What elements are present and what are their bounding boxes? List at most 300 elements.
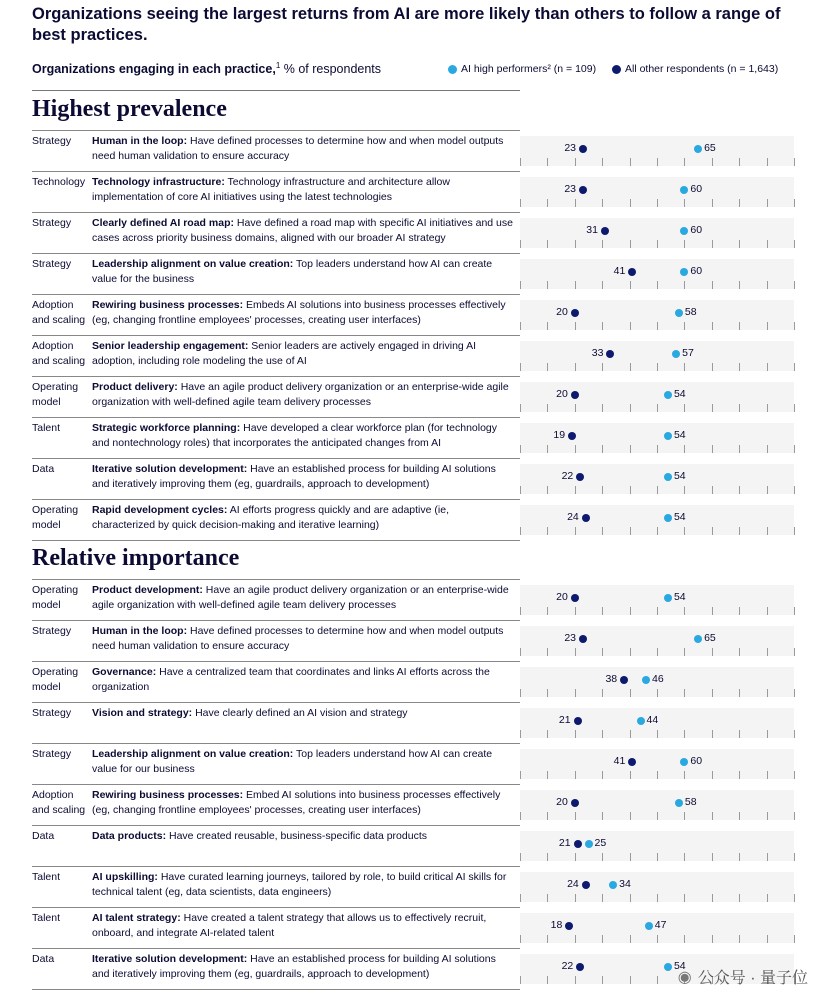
row-description xyxy=(92,421,514,450)
dot-other xyxy=(628,268,636,276)
dot-other xyxy=(582,514,590,522)
axis-tick xyxy=(630,240,631,248)
axis-tick xyxy=(520,445,521,453)
row-track xyxy=(520,626,794,656)
axis-tick xyxy=(602,486,603,494)
axis-tick xyxy=(575,527,576,535)
axis-tick xyxy=(684,199,685,207)
axis-tick xyxy=(575,730,576,738)
label-other: 23 xyxy=(564,142,577,154)
axis-tick xyxy=(739,363,740,371)
row-description xyxy=(92,665,514,694)
dot-high xyxy=(609,881,617,889)
row-track xyxy=(520,505,794,535)
axis-tick xyxy=(794,404,795,412)
axis-tick xyxy=(684,607,685,615)
label-other: 21 xyxy=(558,837,571,849)
axis-tick xyxy=(630,771,631,779)
axis-tick xyxy=(547,445,548,453)
axis-tick xyxy=(657,976,658,984)
dot-other xyxy=(571,799,579,807)
row-category: Adoption and scaling xyxy=(32,299,86,326)
axis-tick xyxy=(794,199,795,207)
row-category: Data xyxy=(32,953,55,965)
axis-tick xyxy=(712,158,713,166)
axis-tick xyxy=(547,363,548,371)
axis-tick xyxy=(739,322,740,330)
axis-tick xyxy=(767,404,768,412)
row-practice-text: Have defined processes to determine how and when model outputs need human validation to ensure accuracy xyxy=(92,625,504,652)
axis-tick xyxy=(767,240,768,248)
row-description xyxy=(92,706,514,721)
axis-tick xyxy=(794,771,795,779)
row-category: Strategy xyxy=(32,707,72,719)
row-track xyxy=(520,464,794,494)
axis-tick xyxy=(575,935,576,943)
axis-tick xyxy=(657,404,658,412)
row-track xyxy=(520,831,794,861)
axis-tick xyxy=(657,730,658,738)
axis-tick xyxy=(767,935,768,943)
dot-high xyxy=(637,717,645,725)
axis-tick xyxy=(630,199,631,207)
axis-tick xyxy=(767,894,768,902)
axis-tick xyxy=(657,363,658,371)
axis-tick xyxy=(520,648,521,656)
axis-tick xyxy=(767,527,768,535)
subtitle-bold: Organizations engaging in each practice, xyxy=(32,62,276,77)
label-other: 22 xyxy=(561,960,574,972)
axis-tick xyxy=(739,281,740,289)
axis-tick xyxy=(712,527,713,535)
dot-other xyxy=(576,963,584,971)
row-practice-text: Have a centralized team that coordinates and links AI efforts across the organization xyxy=(92,666,490,693)
axis-tick xyxy=(602,730,603,738)
label-high: 58 xyxy=(684,306,697,318)
row-track xyxy=(520,218,794,248)
subtitle xyxy=(32,61,381,76)
axis-tick xyxy=(520,199,521,207)
axis-tick xyxy=(520,853,521,861)
axis-tick xyxy=(712,935,713,943)
dot-high xyxy=(675,309,683,317)
axis-tick xyxy=(684,730,685,738)
row-practice-title: Clearly defined AI road map: xyxy=(92,217,234,229)
axis-tick xyxy=(794,363,795,371)
axis-tick xyxy=(520,894,521,902)
top-rule xyxy=(32,90,520,91)
dot-other xyxy=(576,473,584,481)
axis-tick xyxy=(575,281,576,289)
axis-tick xyxy=(739,894,740,902)
label-other: 20 xyxy=(556,591,568,603)
dot-other xyxy=(606,350,614,358)
axis-tick xyxy=(739,607,740,615)
axis-tick xyxy=(630,281,631,289)
axis-tick xyxy=(712,689,713,697)
axis-tick xyxy=(602,363,603,371)
row-track xyxy=(520,259,794,289)
row-divider xyxy=(32,294,520,295)
legend-other-swatch xyxy=(612,65,621,74)
dot-high xyxy=(680,227,688,235)
label-other: 41 xyxy=(613,265,626,277)
label-high: 54 xyxy=(673,511,686,523)
axis-tick xyxy=(794,730,795,738)
row-divider xyxy=(32,579,520,580)
axis-tick xyxy=(657,935,658,943)
axis-tick xyxy=(602,158,603,166)
row-track xyxy=(520,136,794,166)
dot-high xyxy=(672,350,680,358)
axis-tick xyxy=(575,607,576,615)
row-category: Operating model xyxy=(32,381,79,408)
row-description xyxy=(92,257,514,286)
label-other: 19 xyxy=(553,429,566,441)
row-track xyxy=(520,872,794,902)
row-description xyxy=(92,870,514,899)
axis-tick xyxy=(794,689,795,697)
label-high: 54 xyxy=(673,960,686,972)
axis-tick xyxy=(602,607,603,615)
row-practice-text: Embed AI solutions into business processes effectively (eg, changing frontline employees' processes, creating user interfaces) xyxy=(92,789,501,816)
label-high: 54 xyxy=(673,591,686,603)
axis-tick xyxy=(520,730,521,738)
axis-tick xyxy=(794,486,795,494)
axis-tick xyxy=(630,853,631,861)
row-practice-title: Product development: xyxy=(92,584,203,596)
legend-other-label: All other respondents (n = 1,643) xyxy=(625,63,779,75)
label-high: 46 xyxy=(652,673,664,685)
row-description xyxy=(92,788,514,817)
axis-tick xyxy=(520,689,521,697)
row-divider xyxy=(32,130,520,131)
axis-tick xyxy=(739,404,740,412)
row-divider xyxy=(32,620,520,621)
axis-tick xyxy=(520,976,521,984)
subtitle-footnote: 1 xyxy=(275,61,281,70)
row-track xyxy=(520,913,794,943)
axis-tick xyxy=(575,240,576,248)
row-practice-text: Have defined processes to determine how and when model outputs need human validation to ensure accuracy xyxy=(92,135,504,162)
row-practice-title: Iterative solution development: xyxy=(92,953,248,965)
axis-tick xyxy=(520,607,521,615)
axis-tick xyxy=(602,976,603,984)
axis-tick xyxy=(630,812,631,820)
axis-tick xyxy=(575,158,576,166)
row-divider xyxy=(32,948,520,949)
axis-tick xyxy=(575,771,576,779)
axis-tick xyxy=(547,322,548,330)
row-description xyxy=(92,216,514,245)
row-practice-title: Rewiring business processes: xyxy=(92,299,244,311)
axis-tick xyxy=(630,648,631,656)
label-other: 20 xyxy=(556,388,568,400)
label-high: 54 xyxy=(673,429,686,441)
axis-tick xyxy=(794,607,795,615)
axis-tick xyxy=(602,689,603,697)
dot-other xyxy=(628,758,636,766)
row-practice-title: Senior leadership engagement: xyxy=(92,340,249,352)
axis-tick xyxy=(547,527,548,535)
row-practice-text: Have an established process for building AI solutions and iteratively improving them (eg, guardrails, approach to development) xyxy=(92,463,496,490)
axis-tick xyxy=(547,812,548,820)
axis-tick xyxy=(520,812,521,820)
row-practice-text: Have created reusable, business-specific data products xyxy=(166,830,427,842)
axis-tick xyxy=(712,648,713,656)
label-high: 57 xyxy=(682,347,694,359)
label-high: 60 xyxy=(690,183,703,195)
axis-tick xyxy=(657,812,658,820)
axis-tick xyxy=(712,486,713,494)
axis-tick xyxy=(767,648,768,656)
axis-tick xyxy=(684,935,685,943)
label-high: 34 xyxy=(619,878,631,890)
axis-tick xyxy=(739,445,740,453)
axis-tick xyxy=(575,853,576,861)
axis-tick xyxy=(602,853,603,861)
dot-other xyxy=(582,881,590,889)
row-divider xyxy=(32,212,520,213)
row-practice-text: Technology infrastructure and architecture allow implementation of core AI initiatives using the latest technologies xyxy=(92,176,450,203)
row-category: Operating model xyxy=(32,666,79,693)
label-high: 44 xyxy=(646,714,659,726)
axis-tick xyxy=(684,486,685,494)
dot-high xyxy=(664,432,672,440)
axis-tick xyxy=(794,240,795,248)
axis-tick xyxy=(602,648,603,656)
dot-high xyxy=(680,268,688,276)
row-category: Strategy xyxy=(32,217,72,229)
axis-tick xyxy=(602,240,603,248)
label-other: 23 xyxy=(564,183,577,195)
axis-tick xyxy=(520,486,521,494)
row-divider xyxy=(32,907,520,908)
axis-tick xyxy=(547,404,548,412)
axis-tick xyxy=(794,853,795,861)
axis-tick xyxy=(794,445,795,453)
axis-tick xyxy=(547,730,548,738)
row-track xyxy=(520,585,794,615)
label-high: 60 xyxy=(690,755,703,767)
axis-tick xyxy=(630,976,631,984)
axis-tick xyxy=(739,240,740,248)
axis-tick xyxy=(684,158,685,166)
axis-tick xyxy=(520,363,521,371)
label-other: 41 xyxy=(613,755,626,767)
row-practice-text: Have curated learning journeys, tailored by role, to build critical AI skills for technical talent (eg, data scientists, data engineers) xyxy=(92,871,507,898)
axis-tick xyxy=(602,281,603,289)
axis-tick xyxy=(767,853,768,861)
row-category: Adoption and scaling xyxy=(32,789,86,816)
axis-tick xyxy=(602,445,603,453)
legend-high-swatch xyxy=(448,65,457,74)
axis-tick xyxy=(712,445,713,453)
dot-high xyxy=(664,514,672,522)
dot-other xyxy=(571,309,579,317)
axis-tick xyxy=(602,935,603,943)
axis-tick xyxy=(575,445,576,453)
label-high: 65 xyxy=(704,142,716,154)
axis-tick xyxy=(547,648,548,656)
axis-tick xyxy=(630,445,631,453)
axis-tick xyxy=(767,281,768,289)
label-high: 54 xyxy=(673,388,686,400)
axis-tick xyxy=(602,527,603,535)
row-practice-title: Rapid development cycles: xyxy=(92,504,228,516)
axis-tick xyxy=(547,976,548,984)
axis-tick xyxy=(575,976,576,984)
row-divider xyxy=(32,825,520,826)
row-divider xyxy=(32,540,520,541)
dot-other xyxy=(565,922,573,930)
row-description xyxy=(92,952,514,981)
row-divider xyxy=(32,499,520,500)
axis-tick xyxy=(739,771,740,779)
axis-tick xyxy=(575,322,576,330)
axis-tick xyxy=(547,158,548,166)
row-practice-title: Human in the loop: xyxy=(92,625,188,637)
axis-tick xyxy=(712,363,713,371)
axis-tick xyxy=(602,199,603,207)
axis-tick xyxy=(739,486,740,494)
axis-tick xyxy=(547,771,548,779)
axis-tick xyxy=(657,445,658,453)
axis-tick xyxy=(630,404,631,412)
row-category: Strategy xyxy=(32,625,72,637)
axis-tick xyxy=(794,894,795,902)
axis-tick xyxy=(684,363,685,371)
row-practice-text: Have an agile product delivery organization or an enterprise-wide agile organization with well-defined agile team delivery processes xyxy=(92,381,509,408)
axis-tick xyxy=(712,199,713,207)
row-practice-text: Top leaders understand how AI can create value for our business xyxy=(92,748,493,775)
axis-tick xyxy=(520,158,521,166)
axis-tick xyxy=(547,486,548,494)
axis-tick xyxy=(575,404,576,412)
axis-tick xyxy=(520,240,521,248)
row-practice-text: Have clearly defined an AI vision and strategy xyxy=(192,707,408,719)
row-practice-title: Iterative solution development: xyxy=(92,463,248,475)
axis-tick xyxy=(602,322,603,330)
axis-tick xyxy=(767,607,768,615)
axis-tick xyxy=(547,199,548,207)
dot-high xyxy=(664,594,672,602)
label-high: 60 xyxy=(690,265,703,277)
row-practice-text: Have defined a road map with specific AI initiatives and use cases across priority business domains, aligned with our broader AI strategy xyxy=(92,217,513,244)
axis-tick xyxy=(657,486,658,494)
axis-tick xyxy=(684,771,685,779)
axis-tick xyxy=(630,486,631,494)
dot-other xyxy=(620,676,628,684)
dot-high xyxy=(664,963,672,971)
axis-tick xyxy=(712,894,713,902)
axis-tick xyxy=(547,935,548,943)
row-divider xyxy=(32,417,520,418)
axis-tick xyxy=(684,445,685,453)
axis-tick xyxy=(657,158,658,166)
axis-tick xyxy=(575,648,576,656)
axis-tick xyxy=(630,363,631,371)
axis-tick xyxy=(657,240,658,248)
axis-tick xyxy=(794,158,795,166)
axis-tick xyxy=(520,771,521,779)
row-practice-text: Have developed a clear workforce plan (for technology and nontechnology roles) that incorporates the anticipated changes from AI xyxy=(92,422,498,449)
row-practice-title: Governance: xyxy=(92,666,157,678)
axis-tick xyxy=(767,363,768,371)
row-divider xyxy=(32,661,520,662)
subtitle-rest: % of respondents xyxy=(280,62,382,77)
row-practice-text: Have created a talent strategy that allows us to effectively recruit, onboard, and integrate AI-related talent xyxy=(92,912,487,939)
axis-tick xyxy=(767,445,768,453)
axis-tick xyxy=(630,607,631,615)
row-category: Data xyxy=(32,463,55,475)
legend-high-label: AI high performers² (n = 109) xyxy=(461,63,597,75)
axis-tick xyxy=(575,812,576,820)
dot-other xyxy=(574,840,582,848)
axis-tick xyxy=(575,199,576,207)
axis-tick xyxy=(739,527,740,535)
row-track xyxy=(520,341,794,371)
axis-tick xyxy=(684,240,685,248)
dot-other xyxy=(574,717,582,725)
headline: Organizations seeing the largest returns from AI are more likely than others to follow a range of best practices. xyxy=(32,5,781,44)
dot-high xyxy=(664,473,672,481)
axis-tick xyxy=(684,648,685,656)
row-description xyxy=(92,462,514,491)
axis-tick xyxy=(684,527,685,535)
row-practice-title: AI talent strategy: xyxy=(92,912,181,924)
axis-tick xyxy=(547,853,548,861)
row-category: Talent xyxy=(32,422,61,434)
axis-tick xyxy=(547,894,548,902)
row-practice-text: Senior leaders are actively engaged in driving AI adoption, including role modeling the use of AI xyxy=(92,340,477,367)
label-other: 20 xyxy=(556,306,568,318)
row-divider xyxy=(32,335,520,336)
row-category: Strategy xyxy=(32,135,72,147)
row-practice-title: Strategic workforce planning: xyxy=(92,422,241,434)
dot-high xyxy=(642,676,650,684)
row-divider xyxy=(32,989,520,990)
row-description xyxy=(92,298,514,327)
axis-tick xyxy=(767,199,768,207)
axis-tick xyxy=(739,158,740,166)
row-practice-text: Top leaders understand how AI can create value for the business xyxy=(92,258,493,285)
axis-tick xyxy=(684,322,685,330)
wechat-icon: ◉ xyxy=(677,968,692,986)
axis-tick xyxy=(602,812,603,820)
axis-tick xyxy=(657,281,658,289)
axis-tick xyxy=(520,322,521,330)
axis-tick xyxy=(520,281,521,289)
dot-other xyxy=(579,145,587,153)
dot-high xyxy=(664,391,672,399)
label-high: 58 xyxy=(684,796,697,808)
row-description xyxy=(92,339,514,368)
axis-tick xyxy=(657,689,658,697)
axis-tick xyxy=(739,648,740,656)
axis-tick xyxy=(767,689,768,697)
axis-tick xyxy=(712,812,713,820)
row-description xyxy=(92,911,514,940)
row-category: Adoption and scaling xyxy=(32,340,86,367)
axis-tick xyxy=(767,812,768,820)
axis-tick xyxy=(739,689,740,697)
axis-tick xyxy=(739,812,740,820)
axis-tick xyxy=(712,730,713,738)
dot-other xyxy=(601,227,609,235)
row-category: Strategy xyxy=(32,258,72,270)
row-description xyxy=(92,380,514,409)
